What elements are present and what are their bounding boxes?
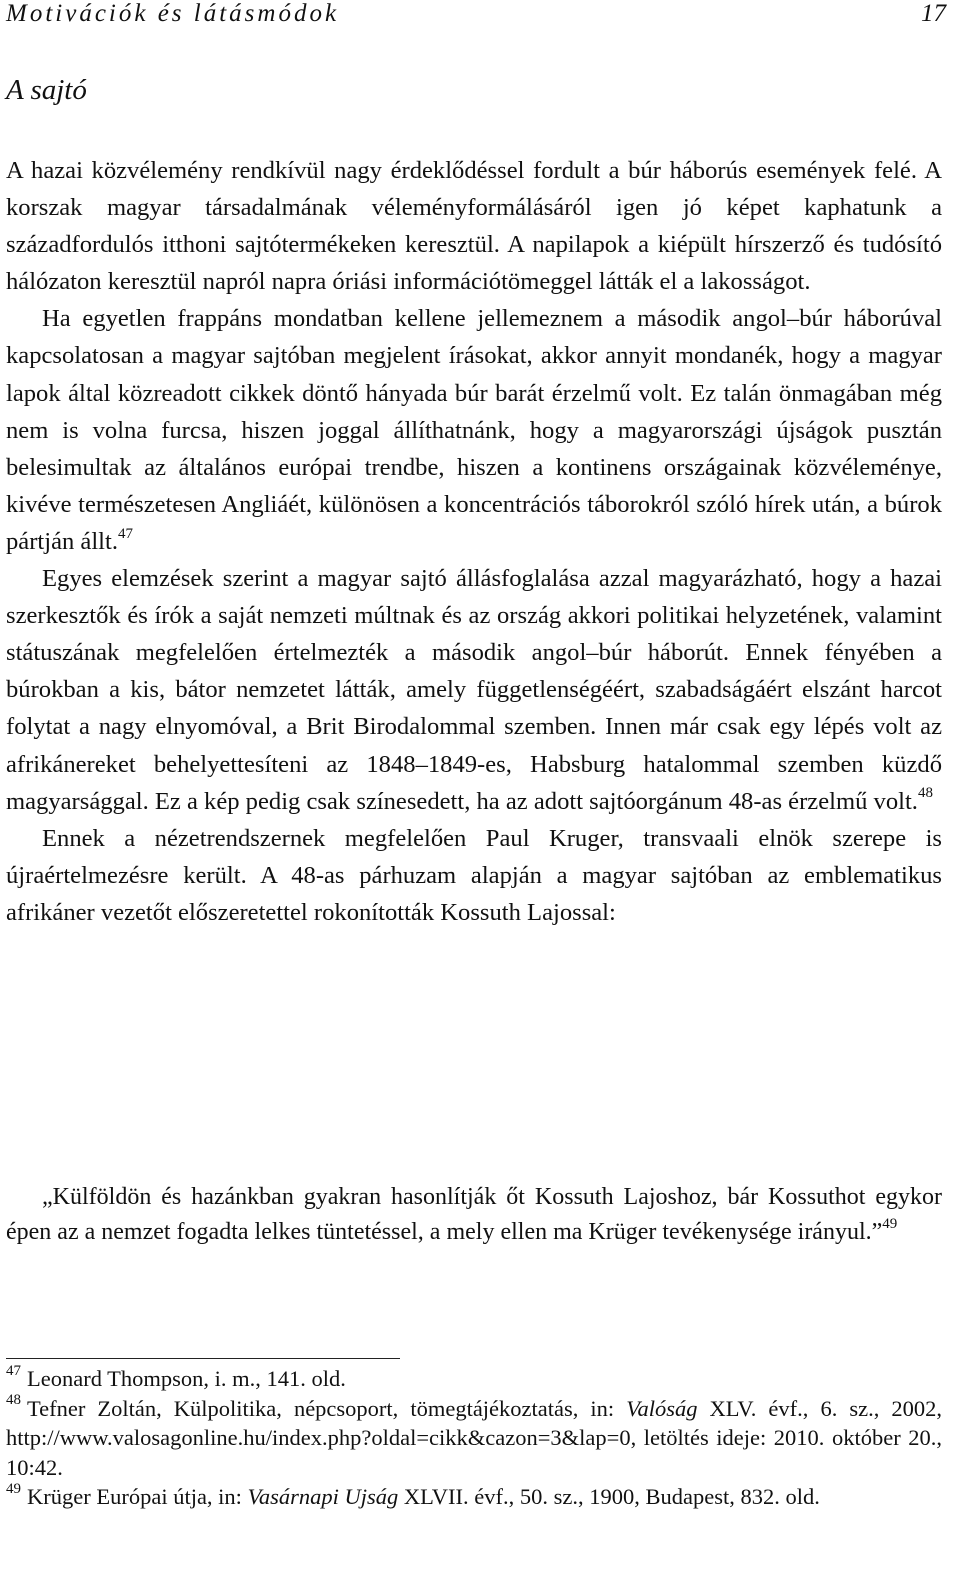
footnote-ref[interactable]: 48	[917, 785, 933, 802]
paragraph: A hazai közvélemény rendkívül nagy érdeklődéssel fordult a búr háborús események felé. A korszak magyar társadalmának véleményformálásáról igen jó képet kaphatunk a századfordulós itthoni sajtótermékeken keresztül. A napilapok a kiépült hírszerző és tudósító hálózaton keresztül napról napra óriási információtömeggel látták el a lakosságot.	[6, 157, 942, 296]
paragraph: Egyes elemzések szerint a magyar sajtó állásfoglalása azzal magyarázható, hogy a hazai szerkesztők és írók a saját nemzeti múltnak és az ország akkori politikai helyzetének, valamint státuszának megfelelően értelmezték a második angol–búr háborút. Ennek fényében a búrokban a kis, bátor nemzetet látták, amely függetlenségéért, szabadságáért elszánt harcot folytat a nagy elnyomóval, a Brit Birodalommal szemben. Innen már csak egy lépés volt az afrikánereket behelyettesíteni az 1848–1849-es, Habsburg hatalommal szemben küzdő magyarsággal. Ez a kép pedig csak színesedett, ha az adott sajtóorgánum 48-as érzelmű volt.$^{48}$	[6, 565, 942, 815]
block-quote: „Külföldön és hazánkban gyakran hasonlítják őt Kossuth Lajoshoz, bár Kossuthot egykor épen az a nemzet fogadta lelkes tüntetéssel, a mely ellen ma Krüger tevékenysége irányul.”$^{49}$	[6, 1184, 942, 1245]
footnote-number: 49	[6, 1480, 21, 1497]
footnotes	[6, 1364, 942, 1512]
section-title: A sajtó	[6, 74, 87, 106]
footnote-number: 47	[6, 1362, 21, 1379]
paragraph: Ha egyetlen frappáns mondatban kellene jellemeznem a második angol–búr háborúval kapcsolatosan a magyar sajtóban megjelent írásokat, akkor annyit mondanék, hogy a magyar lapok által közreadott cikkek döntő hányada búr barát érzelmű volt. Ez talán önmagában még nem is volna furcsa, hiszen joggal állíthatnánk, hogy a magyarországi újságok pusztán belesimultak az általános európai trendbe, hiszen a kontinens országainak közvéleménye, kivéve természetesen Angliáét, különösen a koncentrációs táborokról szóló hírek után, a búrok pártján állt.$^{47}$	[6, 305, 942, 555]
running-head-title: Motivációk és látásmódok	[6, 0, 340, 27]
paragraph: Ennek a nézetrendszernek megfelelően Paul Kruger, transvaali elnök szerepe is újraértelmezésre került. A 48-as párhuzam alapján a magyar sajtóban az emblematikus afrikáner vezetőt előszeretettel rokonították Kossuth Lajossal:	[6, 824, 942, 926]
footnote: $^{49}$ Krüger Európai útja, in: Vasárnapi Ujság XLVII. évf., 50. sz., 1900, Budapest, 832. old.	[6, 1480, 820, 1509]
footnote: $^{47}$ Leonard Thompson, i. m., 141. old.	[6, 1362, 346, 1391]
footnote-link-text[interactable]: XLV. évf., 6. sz., 2002, http://www.valosagonline.hu/index.php?oldal=cikk&cazon=3&lap=0, letöltés ideje: 2010. október 20., 10:42.	[6, 1395, 942, 1480]
running-head	[6, 0, 946, 34]
footnote-ref[interactable]: 49	[882, 1216, 898, 1232]
footnote: $^{48}$ Tefner Zoltán, Külpolitika, népcsoport, tömegtájékoztatás, in: Valóság XLV. évf., 6. sz., 2002, http://www.valosagonline.hu/index.php?oldal=cikk&cazon=3&lap=0, letöltés ideje: 2010. október 20., 10:42.	[6, 1392, 942, 1480]
page-number: 17	[921, 0, 946, 27]
body-text	[6, 152, 942, 931]
footnote-separator	[6, 1358, 400, 1359]
footnote-number: 48	[6, 1392, 21, 1408]
footnote-ref[interactable]: 47	[118, 525, 133, 542]
